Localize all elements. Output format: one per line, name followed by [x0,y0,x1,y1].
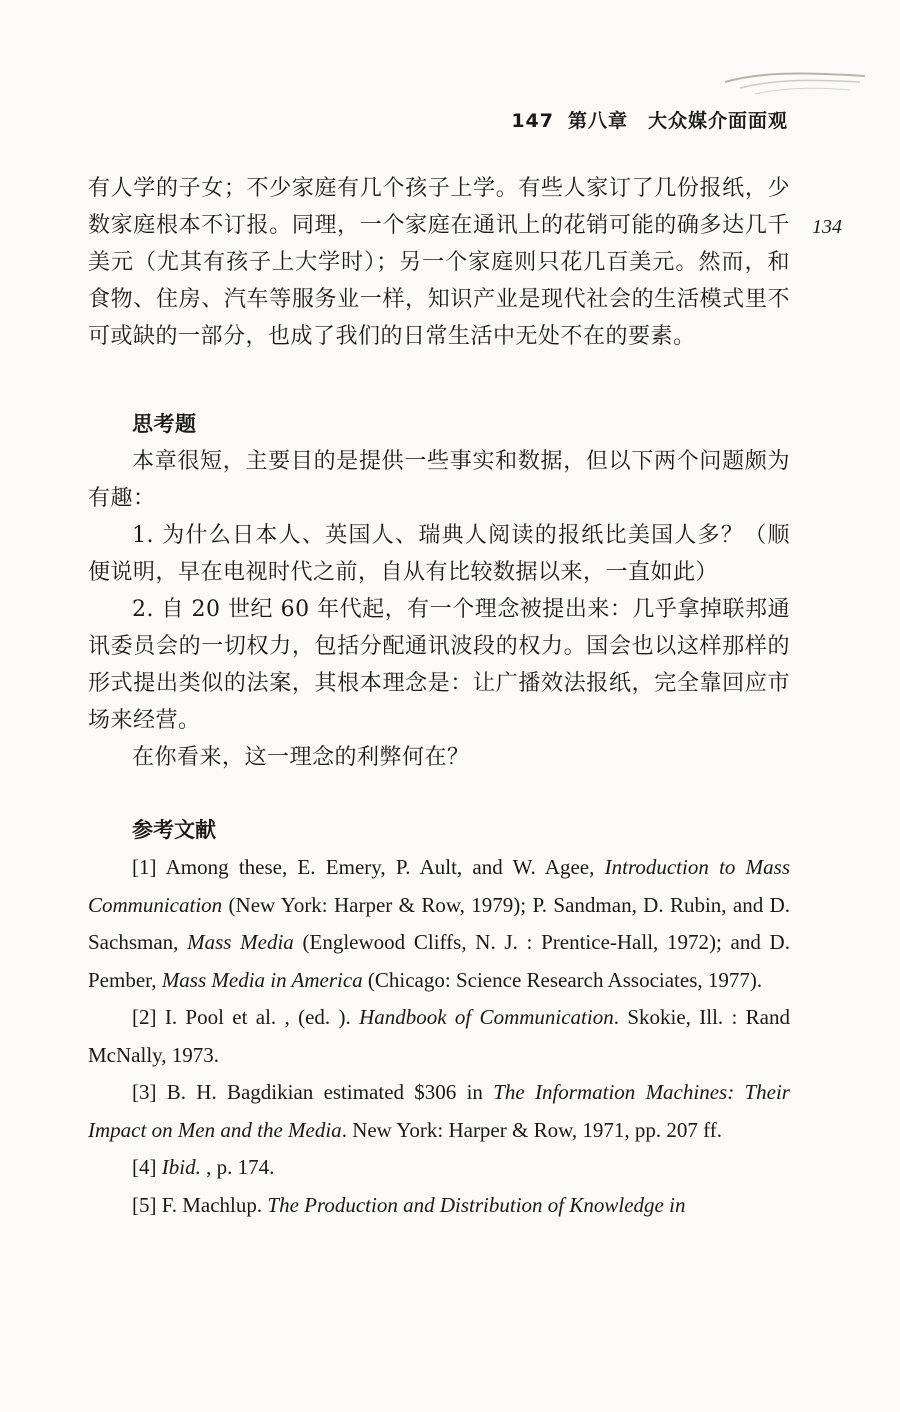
reference-2: [2] I. Pool et al. , (ed. ). Handbook of Communication. Skokie, Ill. : Rand McNally, 1973. [88,1005,790,1067]
reference-5: [5] F. Machlup. The Production and Distribution of Knowledge in [132,1192,686,1217]
reference-3: [3] B. H. Bagdikian estimated $306 in The Information Machines: Their Impact on Men and the Media. New York: Harper & Row, 1971, pp. 207 ff. [88,1080,790,1142]
question-1: 1. 为什么日本人、英国人、瑞典人阅读的报纸比美国人多？（顺便说明，早在电视时代之前，自从有比较数据以来，一直如此） [88,523,790,585]
intro-paragraph-block [88,170,790,355]
reference-1: [1] Among these, E. Emery, P. Ault, and W. Agee, Introduction to Mass Communication (New York: Harper & Row, 1979); P. Sandman, D. Rubin, and D. Sachsman, Mass Media (Englewood Cliffs, N. J. : Prentice-Hall, 1972); and D. Pember, Mass Media in America (Chicago: Science Research Associates, 1977). [88,855,790,992]
references-section [88,812,790,1224]
questions-closing: 在你看来，这一理念的利弊何在？ [132,745,470,770]
questions-lead: 本章很短，主要目的是提供一些事实和数据，但以下两个问题颇为有趣： [88,449,790,511]
question-2: 2. 自 20 世纪 60 年代起，有一个理念被提出来：几乎拿掉联邦通讯委员会的一切权力，包括分配通讯波段的权力。国会也以这样那样的形式提出类似的法案，其根本理念是：让广播效法报纸，完全靠回应市场来经营。 [88,597,790,733]
questions-heading: 思考题 [132,412,197,436]
references-heading: 参考文献 [132,818,216,842]
original-page-number: 134 [812,216,842,238]
questions-section [88,406,790,776]
running-head [0,106,788,133]
header-ornament [720,64,870,104]
reference-4: [4] Ibid. , p. 174. [132,1155,275,1179]
intro-paragraph: 有人学的子女；不少家庭有几个孩子上学。有些人家订了几份报纸，少数家庭根本不订报。同理，一个家庭在通讯上的花销可能的确多达几千美元（尤其有孩子上大学时）；另一个家庭则只花几百美元。然而，和食物、住房、汽车等服务业一样，知识产业是现代社会的生活模式里不可或缺的一部分，也成了我们的日常生活中无处不在的要素。 [88,176,790,349]
page-number: 147 [511,110,554,132]
chapter-title: 第八章 大众媒介面面观 [567,110,788,132]
